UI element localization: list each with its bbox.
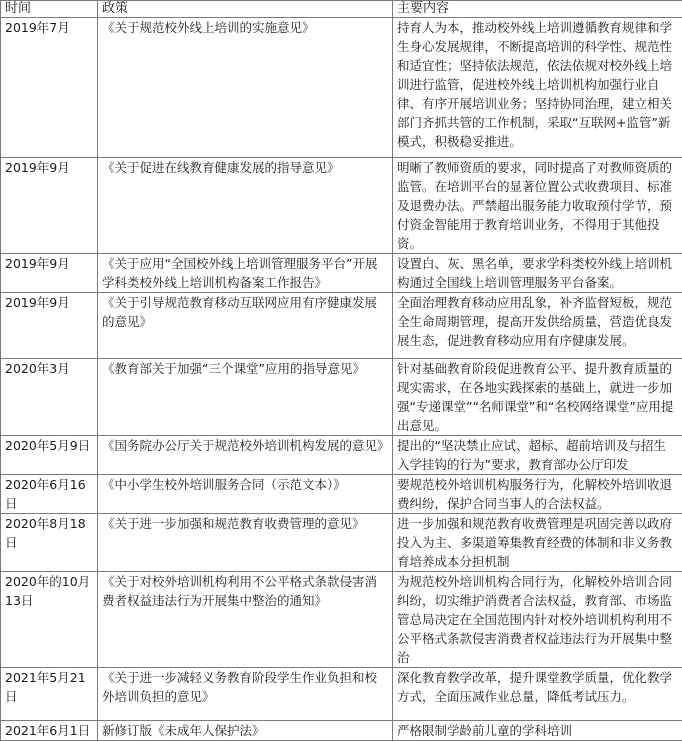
- policy-cell: 《教育部关于加强“三个课堂”应用的指导意见》: [98, 359, 393, 436]
- policy-cell: 《关于进一步减轻义务教育阶段学生作业负担和校外培训负担的意见》: [98, 668, 393, 721]
- time-cell: 2020年6月16日: [1, 475, 98, 514]
- time-cell: 2020年的10月13日: [1, 572, 98, 668]
- content-cell: 严格限制学龄前儿童的学科培训: [393, 721, 682, 741]
- header-policy: 政策: [98, 1, 393, 18]
- header-row: [1, 1, 682, 18]
- table-row: [1, 158, 682, 254]
- table-row: [1, 293, 682, 359]
- policy-cell: 《关于进一步加强和规范教育收费管理的意见》: [98, 514, 393, 572]
- policy-cell: 《关于规范校外线上培训的实施意见》: [98, 18, 393, 158]
- content-cell: 针对基础教育阶段促进教育公平、提升教育质量的现实需求，在各地实践探索的基础上，就进一步加强“专递课堂”“名师课堂”和“名校网络课堂”应用提出意见。: [393, 359, 682, 436]
- content-cell: 设置白、灰、黑名单，要求学科类校外线上培训机构通过全国线上培训管理服务平台备案。: [393, 254, 682, 293]
- content-cell: 要规范校外培训机构服务行为，化解校外培训收退费纠纷，保护合同当事人的合法权益。: [393, 475, 682, 514]
- time-cell: 2019年9月: [1, 293, 98, 359]
- time-cell: 2019年7月: [1, 18, 98, 158]
- table-row: [1, 668, 682, 721]
- content-cell: 持育人为本，推动校外线上培训遵循教育规律和学生身心发展规律，不断提高培训的科学性、规范性和适宜性；坚持依法规范，依法依规对校外线上培训进行监管，促进校外线上培训机构加强行业自律、有序开展培训业务；坚持协同治理，建立相关部门齐抓共管的工作机制，采取“互联网+监管”新模式，积极稳妥推进。: [393, 18, 682, 158]
- content-cell: 深化教育教学改革，提升课堂教学质量，优化教学方式，全面压减作业总量，降低考试压力。: [393, 668, 682, 721]
- content-cell: 为规范校外培训机构合同行为，化解校外培训合同纠纷，切实维护消费者合法权益，教育部、市场监管总局决定在全国范围内针对校外培训机构利用不公平格式条款侵害消费者权益违法行为开展集中整治: [393, 572, 682, 668]
- table-row: [1, 254, 682, 293]
- policy-cell: 《中小学生校外培训服务合同（示范文本）》: [98, 475, 393, 514]
- time-cell: 2020年3月: [1, 359, 98, 436]
- time-cell: 2019年9月: [1, 254, 98, 293]
- policy-cell: 《关于对校外培训机构利用不公平格式条款侵害消费者权益违法行为开展集中整治的通知》: [98, 572, 393, 668]
- content-cell: 进一步加强和规范教育收费管理是巩固完善以政府投入为主、多渠道筹集教育经费的体制和非义务教育培养成本分担机制: [393, 514, 682, 572]
- time-cell: 2020年5月9日: [1, 436, 98, 475]
- policy-cell: 《国务院办公厅关于规范校外培训机构发展的意见》: [98, 436, 393, 475]
- table-row: [1, 436, 682, 475]
- table-row: [1, 572, 682, 668]
- table-row: [1, 18, 682, 158]
- policy-cell: 《关于应用“全国校外线上培训管理服务平台”开展学科类校外线上培训机构备案工作报告》: [98, 254, 393, 293]
- content-cell: 全面治理教育移动应用乱象，补齐监督短板，规范全生命周期管理，提高开发供给质量，营造优良发展生态，促进教育移动应用有序健康发展。: [393, 293, 682, 359]
- policy-cell: 《关于引导规范教育移动互联网应用有序健康发展的意见》: [98, 293, 393, 359]
- table-row: [1, 475, 682, 514]
- policy-cell: 新修订版《未成年人保护法》: [98, 721, 393, 741]
- time-cell: 2021年5月21日: [1, 668, 98, 721]
- content-cell: 提出的“坚决禁止应试、超标、超前培训及与招生入学挂钩的行为”要求，教育部办公厅印发: [393, 436, 682, 475]
- table-row: [1, 514, 682, 572]
- time-cell: 2020年8月18日: [1, 514, 98, 572]
- policy-cell: 《关于促进在线教育健康发展的指导意见》: [98, 158, 393, 254]
- content-cell: 明晰了教师资质的要求，同时提高了对教师资质的监管。在培训平台的显著位置公式收费项目、标准及退费办法。严禁超出服务能力收取预付学节，预付资金智能用于教育培训业务，不得用于其他投资。: [393, 158, 682, 254]
- header-content: 主要内容: [393, 1, 682, 18]
- header-time: 时间: [1, 1, 98, 18]
- time-cell: 2021年6月1日: [1, 721, 98, 741]
- table-row: [1, 359, 682, 436]
- time-cell: 2019年9月: [1, 158, 98, 254]
- table-row: [1, 721, 682, 741]
